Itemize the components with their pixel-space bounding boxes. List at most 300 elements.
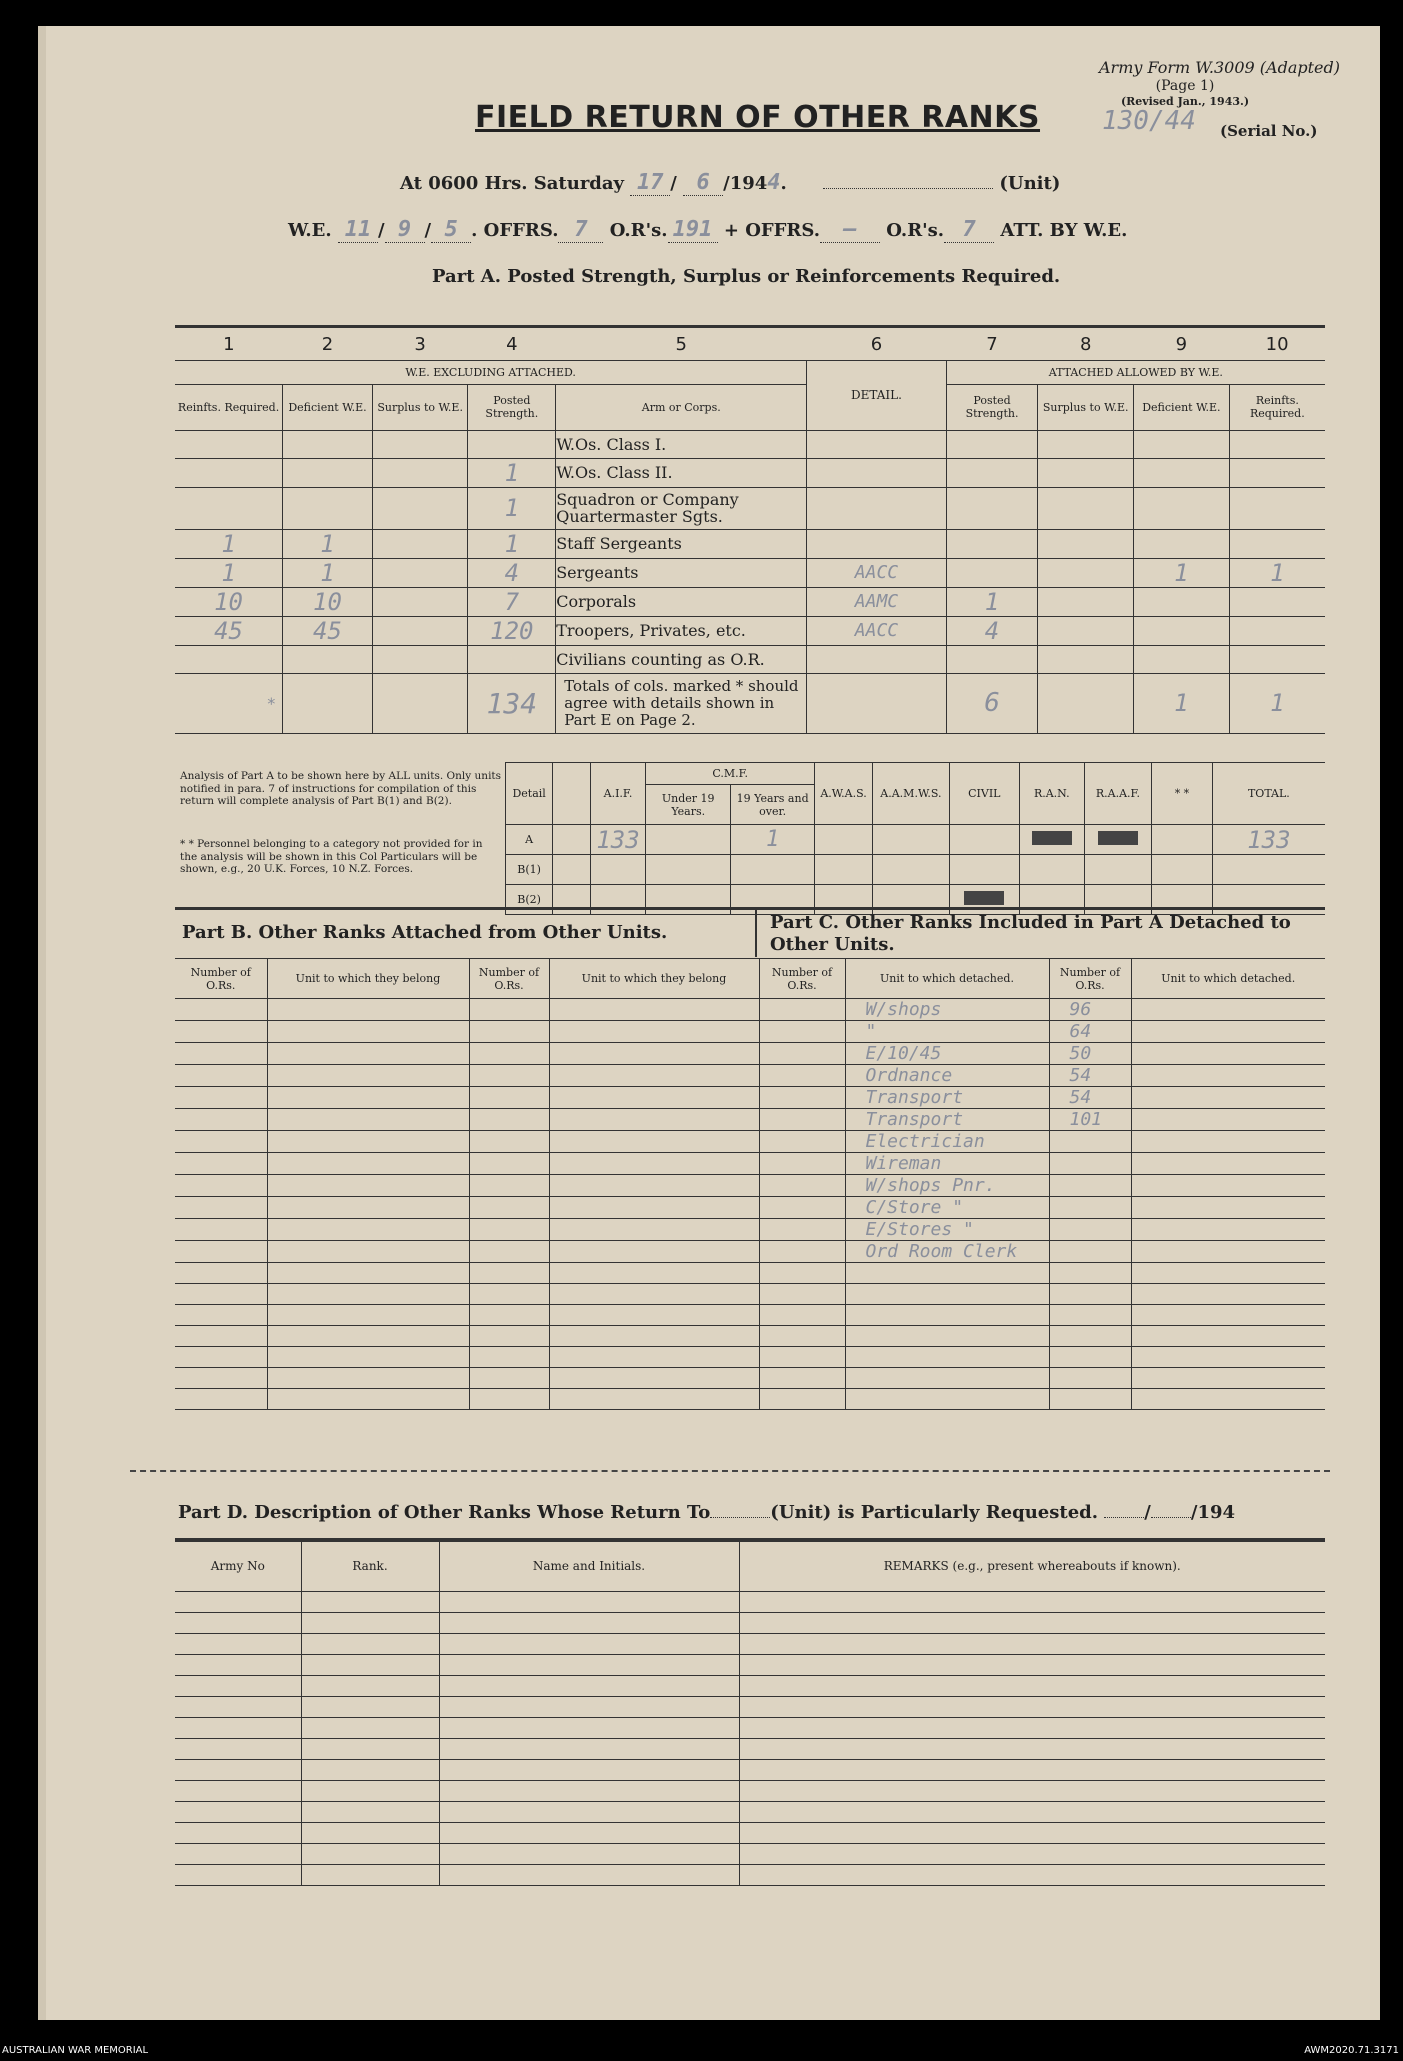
table-row <box>175 1219 1325 1241</box>
detail-label: Corporals <box>556 587 807 616</box>
table-cell <box>267 1021 469 1043</box>
c-head-unit-2: Unit to which detached. <box>1131 959 1325 999</box>
table-cell <box>739 1697 1325 1718</box>
table-cell <box>549 1065 759 1087</box>
table-cell <box>739 1676 1325 1697</box>
value-att-reinfts <box>1229 458 1325 487</box>
table-cell <box>175 1613 301 1634</box>
table-cell <box>439 1613 739 1634</box>
table-row <box>175 1592 1325 1613</box>
value-arm-corps: AAMC <box>807 587 946 616</box>
value-att-posted <box>946 645 1038 673</box>
raaf-blackout <box>1098 831 1138 845</box>
detached-number: 54 <box>1049 1065 1131 1087</box>
table-cell <box>439 1823 739 1844</box>
table-row <box>175 1739 1325 1760</box>
table-cell <box>469 1219 549 1241</box>
value-att-posted <box>946 529 1038 558</box>
an-head-raaf: R.A.A.F. <box>1084 763 1151 825</box>
part-a-row <box>175 458 1325 487</box>
table-cell <box>1131 1109 1325 1131</box>
table-cell <box>469 1021 549 1043</box>
table-cell <box>1049 1305 1131 1326</box>
table-cell <box>739 1739 1325 1760</box>
table-cell <box>267 1175 469 1197</box>
head-posted: Posted Strength. <box>468 384 556 430</box>
table-cell <box>549 1326 759 1347</box>
value-att-reinfts <box>1229 616 1325 645</box>
table-cell <box>175 1241 267 1263</box>
value-reinfts: 10 <box>175 587 283 616</box>
table-cell <box>1131 1241 1325 1263</box>
part-a-row <box>175 558 1325 587</box>
total-c7: 6 <box>946 673 1038 733</box>
d-head-army-no: Army No <box>175 1542 301 1592</box>
part-a-row <box>175 587 1325 616</box>
table-row <box>175 1131 1325 1153</box>
footer-right: AWM2020.71.3171 <box>1304 2045 1399 2056</box>
ran-blackout <box>1032 831 1072 845</box>
detached-unit: E/10/45 <box>845 1043 1049 1065</box>
paper-fold <box>38 26 46 2020</box>
table-row <box>175 1697 1325 1718</box>
d-head-rank: Rank. <box>301 1542 439 1592</box>
table-cell <box>267 1109 469 1131</box>
table-cell <box>759 1219 845 1241</box>
ors-value: 191 <box>668 217 718 243</box>
table-row <box>175 1347 1325 1368</box>
value-reinfts <box>175 487 283 529</box>
value-att-posted: 1 <box>946 587 1038 616</box>
table-cell <box>549 1175 759 1197</box>
value-reinfts <box>175 458 283 487</box>
detached-unit: Ordnance <box>845 1065 1049 1087</box>
table-cell <box>267 1284 469 1305</box>
table-cell <box>267 1241 469 1263</box>
value-reinfts <box>175 645 283 673</box>
table-cell <box>175 1219 267 1241</box>
table-row <box>175 1241 1325 1263</box>
table-row <box>175 1718 1325 1739</box>
value-deficient <box>283 645 373 673</box>
value-att-deficient <box>1134 529 1230 558</box>
table-row <box>175 999 1325 1021</box>
table-cell <box>175 1065 267 1087</box>
table-cell <box>549 1043 759 1065</box>
table-cell <box>469 1109 549 1131</box>
table-cell <box>469 1263 549 1284</box>
detail-header: DETAIL. <box>807 360 946 430</box>
table-cell <box>1131 1305 1325 1326</box>
value-posted <box>468 645 556 673</box>
part-c-title: Part C. Other Ranks Included in Part A Detached to Other Units. <box>770 912 1291 955</box>
table-cell <box>759 1153 845 1175</box>
table-cell <box>439 1739 739 1760</box>
part-a-row <box>175 529 1325 558</box>
detached-unit: Ord Room Clerk <box>845 1241 1049 1263</box>
value-deficient: 45 <box>283 616 373 645</box>
table-cell <box>759 1131 845 1153</box>
table-cell <box>739 1718 1325 1739</box>
value-posted <box>468 430 556 458</box>
table-row <box>175 1634 1325 1655</box>
table-cell <box>549 1021 759 1043</box>
table-cell <box>759 1368 845 1389</box>
table-cell <box>267 1087 469 1109</box>
value-att-surplus <box>1038 430 1134 458</box>
table-cell <box>1131 1021 1325 1043</box>
detached-number: 54 <box>1049 1087 1131 1109</box>
value-deficient: 1 <box>283 529 373 558</box>
value-att-deficient <box>1134 430 1230 458</box>
value-surplus <box>372 430 468 458</box>
an-head-under19: Under 19 Years. <box>646 785 731 825</box>
col-num-7: 7 <box>986 334 998 356</box>
head-deficient: Deficient W.E. <box>283 384 373 430</box>
table-cell <box>759 999 845 1021</box>
table-cell <box>267 1326 469 1347</box>
table-cell <box>175 1634 301 1655</box>
table-cell <box>1049 1368 1131 1389</box>
table-cell <box>1131 1153 1325 1175</box>
unit-label: (Unit) <box>999 173 1061 194</box>
table-cell <box>1049 1263 1131 1284</box>
detail-label: Troopers, Privates, etc. <box>556 616 807 645</box>
table-cell <box>439 1676 739 1697</box>
table-row <box>175 1153 1325 1175</box>
we-value-1: 11 <box>338 217 378 243</box>
col-num-6: 6 <box>870 334 883 356</box>
table-row <box>175 1305 1325 1326</box>
offrs2-value: — <box>820 217 880 243</box>
value-surplus <box>372 645 468 673</box>
table-cell <box>175 1197 267 1219</box>
value-att-surplus <box>1038 529 1134 558</box>
table-cell <box>439 1718 739 1739</box>
value-att-surplus <box>1038 558 1134 587</box>
table-cell <box>469 1131 549 1153</box>
table-row <box>175 1865 1325 1886</box>
table-cell <box>439 1844 739 1865</box>
table-cell <box>549 1087 759 1109</box>
totals-detail: Totals of cols. marked * should agree with details shown in Part E on Page 2. <box>556 673 807 733</box>
value-deficient <box>283 430 373 458</box>
page-title: FIELD RETURN OF OTHER RANKS <box>475 100 1041 135</box>
b-head-unit-2: Unit to which they belong <box>549 959 759 999</box>
table-cell <box>759 1305 845 1326</box>
table-cell <box>759 1347 845 1368</box>
table-row <box>175 1175 1325 1197</box>
value-reinfts: 1 <box>175 558 283 587</box>
detached-unit: W/shops Pnr. <box>845 1175 1049 1197</box>
d-head-remarks: REMARKS (e.g., present whereabouts if known). <box>739 1542 1325 1592</box>
table-cell <box>1131 1175 1325 1197</box>
table-cell <box>549 1284 759 1305</box>
b-head-unit-1: Unit to which they belong <box>267 959 469 999</box>
table-cell <box>439 1697 739 1718</box>
table-cell <box>301 1802 439 1823</box>
table-cell <box>175 1655 301 1676</box>
table-cell <box>267 1219 469 1241</box>
part-bc-table <box>175 958 1325 1410</box>
table-cell <box>759 1241 845 1263</box>
table-cell <box>175 1175 267 1197</box>
table-row <box>175 1844 1325 1865</box>
value-att-reinfts <box>1229 645 1325 673</box>
table-row <box>175 1613 1325 1634</box>
table-row <box>175 1197 1325 1219</box>
table-cell <box>267 1368 469 1389</box>
table-cell <box>301 1823 439 1844</box>
value-posted: 4 <box>468 558 556 587</box>
detail-label: Civilians counting as O.R. <box>556 645 807 673</box>
detached-number <box>1049 1153 1131 1175</box>
table-cell <box>549 1389 759 1410</box>
table-cell <box>175 1760 301 1781</box>
table-cell <box>739 1823 1325 1844</box>
value-att-deficient <box>1134 487 1230 529</box>
table-cell <box>549 1131 759 1153</box>
table-cell <box>549 1241 759 1263</box>
table-cell <box>267 999 469 1021</box>
table-cell <box>439 1781 739 1802</box>
value-att-surplus <box>1038 645 1134 673</box>
table-row <box>175 1109 1325 1131</box>
head-reinfts: Reinfts. Required. <box>175 384 283 430</box>
ors-label: O.R's. <box>609 220 668 241</box>
detached-number <box>1049 1219 1131 1241</box>
table-cell <box>301 1760 439 1781</box>
an-head-19over: 19 Years and over. <box>731 785 815 825</box>
table-cell <box>301 1634 439 1655</box>
col-num-5: 5 <box>675 334 687 356</box>
value-arm-corps: AACC <box>807 558 946 587</box>
table-cell <box>301 1865 439 1886</box>
value-arm-corps <box>807 458 946 487</box>
value-posted: 1 <box>468 487 556 529</box>
detached-unit: W/shops <box>845 999 1049 1021</box>
value-att-posted <box>946 558 1038 587</box>
value-att-reinfts: 1 <box>1229 558 1325 587</box>
table-cell <box>845 1347 1049 1368</box>
table-cell <box>175 1305 267 1326</box>
part-d-title-c: /194 <box>1190 1502 1236 1523</box>
table-row <box>175 1781 1325 1802</box>
value-att-reinfts <box>1229 529 1325 558</box>
we-value-2: 9 <box>385 217 425 243</box>
table-row <box>175 1021 1325 1043</box>
detached-unit: C/Store " <box>845 1197 1049 1219</box>
table-cell <box>175 1802 301 1823</box>
table-cell <box>175 1153 267 1175</box>
part-a-row <box>175 430 1325 458</box>
table-cell <box>845 1389 1049 1410</box>
b-head-num-2: Number of O.Rs. <box>469 959 549 999</box>
civil-blackout <box>964 891 1004 905</box>
table-cell <box>549 1368 759 1389</box>
part-a-title: Part A. Posted Strength, Surplus or Reinforcements Required. <box>432 266 1061 287</box>
value-deficient <box>283 487 373 529</box>
table-cell <box>175 1676 301 1697</box>
c-head-num-2: Number of O.Rs. <box>1049 959 1131 999</box>
value-att-posted <box>946 487 1038 529</box>
value-posted: 1 <box>468 458 556 487</box>
table-row <box>175 1823 1325 1844</box>
col-num-2: 2 <box>321 334 334 356</box>
table-row <box>175 1655 1325 1676</box>
table-cell <box>301 1844 439 1865</box>
table-cell <box>1131 1065 1325 1087</box>
table-cell <box>175 1043 267 1065</box>
date-month: 6 <box>683 170 723 196</box>
part-a-row <box>175 616 1325 645</box>
table-cell <box>469 1241 549 1263</box>
table-cell <box>175 1131 267 1153</box>
table-cell <box>175 1865 301 1886</box>
an-head-aif: A.I.F. <box>590 763 646 825</box>
at-line: At 0600 Hrs. Saturday 17 / 6 /1944. (Unit) <box>400 170 1061 195</box>
table-cell <box>759 1326 845 1347</box>
table-cell <box>175 1844 301 1865</box>
table-cell <box>549 1347 759 1368</box>
table-cell <box>175 1697 301 1718</box>
an-row-b2: B(2) <box>506 885 553 915</box>
table-cell <box>469 1284 549 1305</box>
value-surplus <box>372 487 468 529</box>
table-cell <box>469 1043 549 1065</box>
table-cell <box>175 1592 301 1613</box>
table-row <box>175 1389 1325 1410</box>
detail-label: Sergeants <box>556 558 807 587</box>
an-head-detail: Detail <box>506 763 553 825</box>
table-cell <box>1131 1263 1325 1284</box>
detail-label: W.Os. Class II. <box>556 458 807 487</box>
detached-number <box>1049 1131 1131 1153</box>
table-cell <box>469 1389 549 1410</box>
table-cell <box>301 1655 439 1676</box>
table-row <box>175 1087 1325 1109</box>
table-cell <box>175 999 267 1021</box>
table-cell <box>267 1305 469 1326</box>
table-cell <box>845 1368 1049 1389</box>
table-cell <box>1131 1389 1325 1410</box>
table-cell <box>439 1592 739 1613</box>
offrs-value: 7 <box>558 217 603 243</box>
we-value-3: 5 <box>431 217 471 243</box>
ors2-value: 7 <box>944 217 994 243</box>
table-cell <box>759 1284 845 1305</box>
table-cell <box>175 1781 301 1802</box>
col-num-4: 4 <box>506 334 518 356</box>
we-label: W.E. <box>288 220 332 241</box>
part-d-title-a: Part D. Description of Other Ranks Whose Return To <box>178 1502 711 1523</box>
table-cell <box>1131 1197 1325 1219</box>
table-row <box>175 1802 1325 1823</box>
an-head-aamws: A.A.M.W.S. <box>872 763 949 825</box>
serial-value: 130/44 <box>1102 106 1196 136</box>
date-day: 17 <box>630 170 670 196</box>
table-cell <box>1049 1347 1131 1368</box>
detached-unit: Wireman <box>845 1153 1049 1175</box>
an-head-other: * * <box>1152 763 1213 825</box>
value-att-posted <box>946 430 1038 458</box>
value-surplus <box>372 529 468 558</box>
value-att-posted: 4 <box>946 616 1038 645</box>
table-cell <box>469 1305 549 1326</box>
footer-left: AUSTRALIAN WAR MEMORIAL <box>2 2045 149 2056</box>
table-cell <box>759 1263 845 1284</box>
table-cell <box>1049 1326 1131 1347</box>
detached-unit: " <box>845 1021 1049 1043</box>
value-arm-corps <box>807 487 946 529</box>
detached-number: 96 <box>1049 999 1131 1021</box>
table-cell <box>469 1326 549 1347</box>
table-cell <box>739 1634 1325 1655</box>
detached-number: 64 <box>1049 1021 1131 1043</box>
table-cell <box>739 1802 1325 1823</box>
table-cell <box>549 1153 759 1175</box>
value-posted: 1 <box>468 529 556 558</box>
table-cell <box>439 1655 739 1676</box>
b-head-num-1: Number of O.Rs. <box>175 959 267 999</box>
value-att-reinfts <box>1229 430 1325 458</box>
table-cell <box>439 1802 739 1823</box>
value-surplus <box>372 616 468 645</box>
table-cell <box>267 1197 469 1219</box>
table-cell <box>845 1284 1049 1305</box>
we-line: W.E. 11 / 9 / 5 . OFFRS. 7 O.R's. 191 + OFFRS. — O.R's. 7 ATT. BY W.E. <box>288 217 1128 242</box>
head-att-reinfts: Reinfts. Required. <box>1229 384 1325 430</box>
an-row-b1: B(1) <box>506 855 553 885</box>
an-a-19: 1 <box>731 825 815 855</box>
table-cell <box>301 1739 439 1760</box>
value-arm-corps: AACC <box>807 616 946 645</box>
value-att-deficient <box>1134 458 1230 487</box>
table-cell <box>549 1305 759 1326</box>
table-cell <box>439 1760 739 1781</box>
table-cell <box>1131 1284 1325 1305</box>
head-att-deficient: Deficient W.E. <box>1134 384 1230 430</box>
col-num-10: 10 <box>1229 330 1325 360</box>
total-c10: 1 <box>1229 673 1325 733</box>
detached-number <box>1049 1175 1131 1197</box>
analysis-note-1: Analysis of Part A to be shown here by ALL units. Only units notified in para. 7 of instructions for compilation of this return will complete analysis of Part B(1) and B(2). <box>180 770 502 807</box>
table-cell <box>267 1131 469 1153</box>
value-att-deficient <box>1134 587 1230 616</box>
table-cell <box>267 1153 469 1175</box>
an-head-awas: A.W.A.S. <box>815 763 873 825</box>
value-arm-corps <box>807 430 946 458</box>
col-num-8: 8 <box>1079 334 1092 356</box>
table-row <box>175 1368 1325 1389</box>
table-cell <box>175 1389 267 1410</box>
an-head-total: TOTAL. <box>1212 763 1325 825</box>
table-cell <box>175 1263 267 1284</box>
table-cell <box>175 1087 267 1109</box>
offrs2-label: OFFRS. <box>745 220 821 241</box>
value-posted: 7 <box>468 587 556 616</box>
form-number: Army Form W.3009 (Adapted) <box>1098 58 1340 77</box>
table-row <box>175 1760 1325 1781</box>
table-cell <box>175 1718 301 1739</box>
col-num-3: 3 <box>414 334 426 356</box>
form-page: (Page 1) <box>1155 78 1215 94</box>
table-cell <box>469 999 549 1021</box>
table-cell <box>469 1175 549 1197</box>
value-att-posted <box>946 458 1038 487</box>
part-d-title: Part D. Description of Other Ranks Whose Return To (Unit) is Particularly Requested. / /194 <box>178 1502 1236 1523</box>
group-left-header: W.E. EXCLUDING ATTACHED. <box>175 360 807 384</box>
